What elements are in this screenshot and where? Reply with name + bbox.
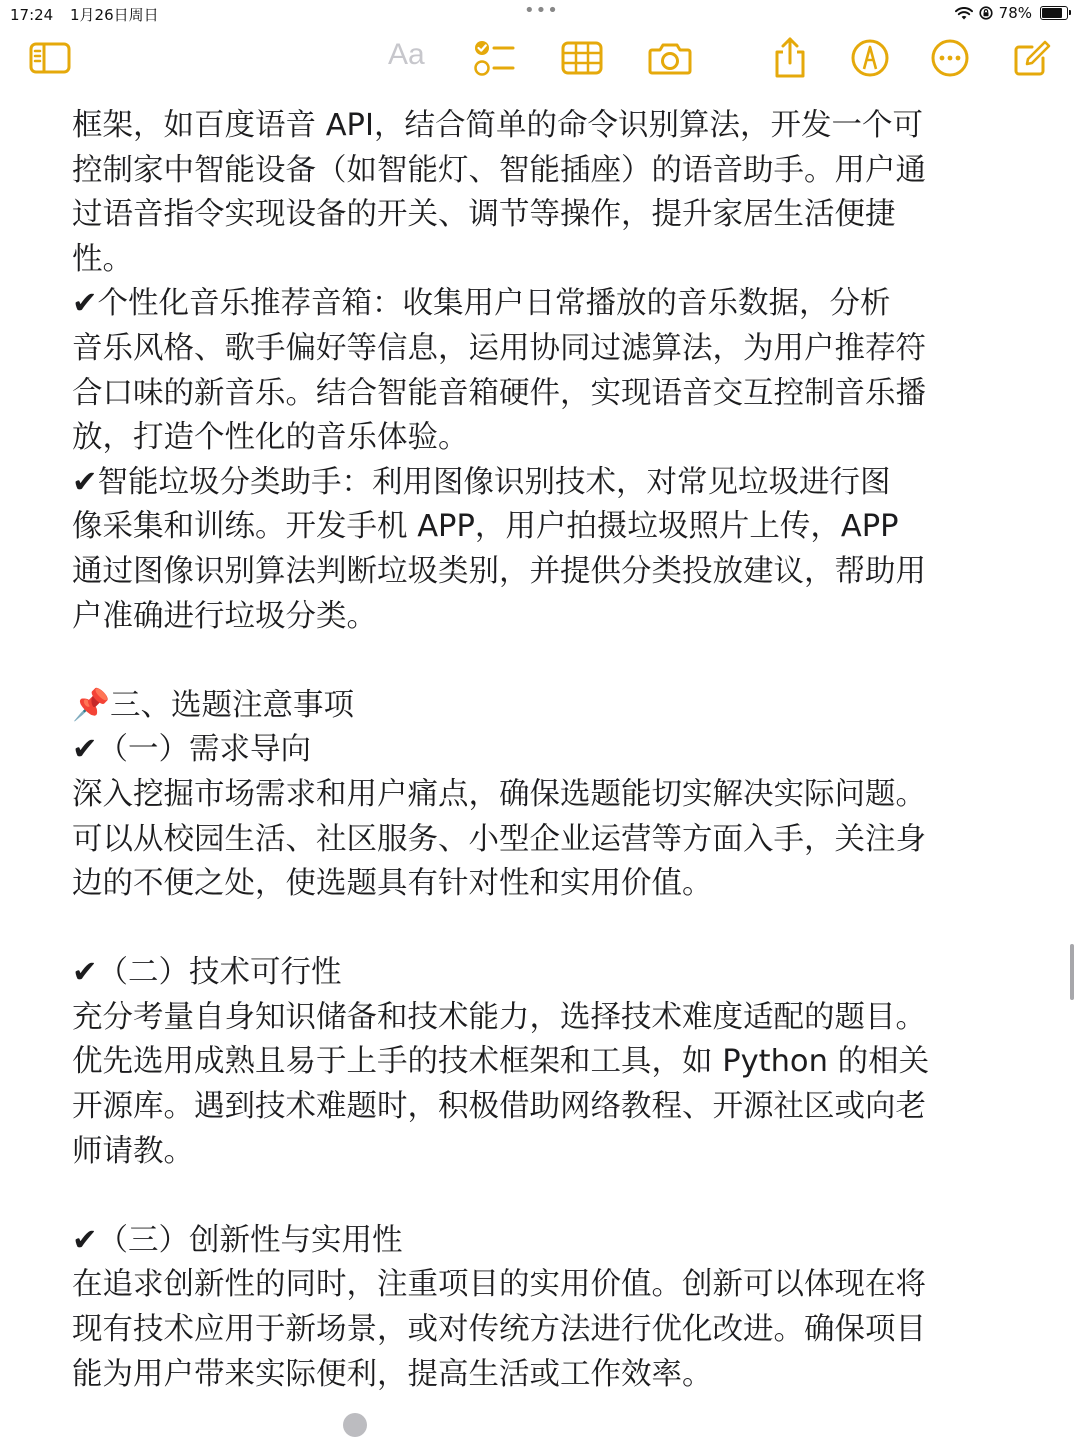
note-line: 可以从校园生活、社区服务、小型企业运营等方面入手，关注身 <box>72 821 926 857</box>
page-indicator-dot <box>343 1413 367 1437</box>
orientation-lock-icon <box>979 6 993 20</box>
battery-percent: 78% <box>998 4 1032 22</box>
note-line: 开源库。遇到技术难题时，积极借助网络教程、开源社区或向老 <box>72 1089 926 1125</box>
note-line: 📌三、选题注意事项 <box>72 687 354 723</box>
status-time: 17:24 <box>10 6 54 24</box>
more-icon <box>930 38 970 78</box>
note-line: 深入挖掘市场需求和用户痛点，确保选题能切实解决实际问题。 <box>72 776 926 812</box>
note-line: ✔个性化音乐推荐音箱：收集用户日常播放的音乐数据，分析 <box>72 286 891 322</box>
new-note-button[interactable] <box>1010 36 1054 80</box>
note-line: 合口味的新音乐。结合智能音箱硬件，实现语音交互控制音乐播 <box>72 375 926 411</box>
markup-button[interactable] <box>848 36 892 80</box>
note-line: ✔（一）需求导向 <box>72 732 312 768</box>
status-bar <box>0 0 1080 28</box>
note-line: 师请教。 <box>72 1133 194 1169</box>
compose-icon <box>1012 38 1052 78</box>
blank-line <box>72 907 1022 952</box>
multitasking-dots-icon[interactable]: ••• <box>524 0 559 21</box>
camera-button[interactable] <box>648 36 692 80</box>
note-line: 边的不便之处，使选题具有针对性和实用价值。 <box>72 866 713 902</box>
note-line: 现有技术应用于新场景，或对传统方法进行优化改进。确保项目 <box>72 1312 926 1348</box>
wifi-icon <box>955 7 973 20</box>
checklist-icon <box>473 39 515 77</box>
share-icon <box>772 36 808 80</box>
note-line: 优先选用成熟且易于上手的技术框架和工具，如 Python 的相关 <box>72 1044 930 1080</box>
note-line: 音乐风格、歌手偏好等信息，运用协同过滤算法，为用户推荐符 <box>72 330 926 366</box>
status-right <box>955 4 1068 22</box>
note-line: 框架，如百度语音 API，结合简单的命令识别算法，开发一个可 <box>72 108 923 143</box>
blank-line <box>72 639 1022 684</box>
status-left <box>10 4 171 25</box>
note-content[interactable] <box>72 104 1022 1397</box>
markup-icon <box>850 38 890 78</box>
camera-icon <box>648 41 692 75</box>
table-button[interactable] <box>560 36 604 80</box>
more-options-button[interactable] <box>928 36 972 80</box>
blank-line <box>72 1174 1022 1219</box>
note-line: 性。 <box>72 241 133 277</box>
battery-icon <box>1040 6 1068 20</box>
note-line: 充分考量自身知识储备和技术能力，选择技术难度适配的题目。 <box>72 999 926 1035</box>
share-button[interactable] <box>768 36 812 80</box>
note-line: ✔（二）技术可行性 <box>72 955 342 991</box>
note-line: ✔智能垃圾分类助手：利用图像识别技术，对常见垃圾进行图 <box>72 464 891 500</box>
status-date: 1月26日周日 <box>70 6 159 24</box>
table-icon <box>561 41 603 75</box>
sidebar-toggle-button[interactable] <box>28 36 72 80</box>
scroll-indicator[interactable] <box>1070 944 1074 1000</box>
note-line: ✔（三）创新性与实用性 <box>72 1222 403 1258</box>
sidebar-icon <box>29 42 71 74</box>
note-line: 通过图像识别算法判断垃圾类别，并提供分类投放建议，帮助用 <box>72 553 926 589</box>
note-line: 过语音指令实现设备的开关、调节等操作，提升家居生活便捷 <box>72 197 896 233</box>
note-line: 控制家中智能设备（如智能灯、智能插座）的语音助手。用户通 <box>72 152 926 188</box>
note-line: 像采集和训练。开发手机 APP，用户拍摄垃圾照片上传，APP <box>72 509 899 545</box>
note-line: 放，打造个性化的音乐体验。 <box>72 420 469 456</box>
note-line: 能为用户带来实际便利，提高生活或工作效率。 <box>72 1356 713 1392</box>
note-line: 户准确进行垃圾分类。 <box>72 598 377 634</box>
note-line: 在追求创新性的同时，注重项目的实用价值。创新可以体现在将 <box>72 1267 926 1303</box>
checklist-button[interactable] <box>472 36 516 80</box>
notes-toolbar <box>0 30 1080 86</box>
format-text-button[interactable]: Aa <box>388 38 425 71</box>
